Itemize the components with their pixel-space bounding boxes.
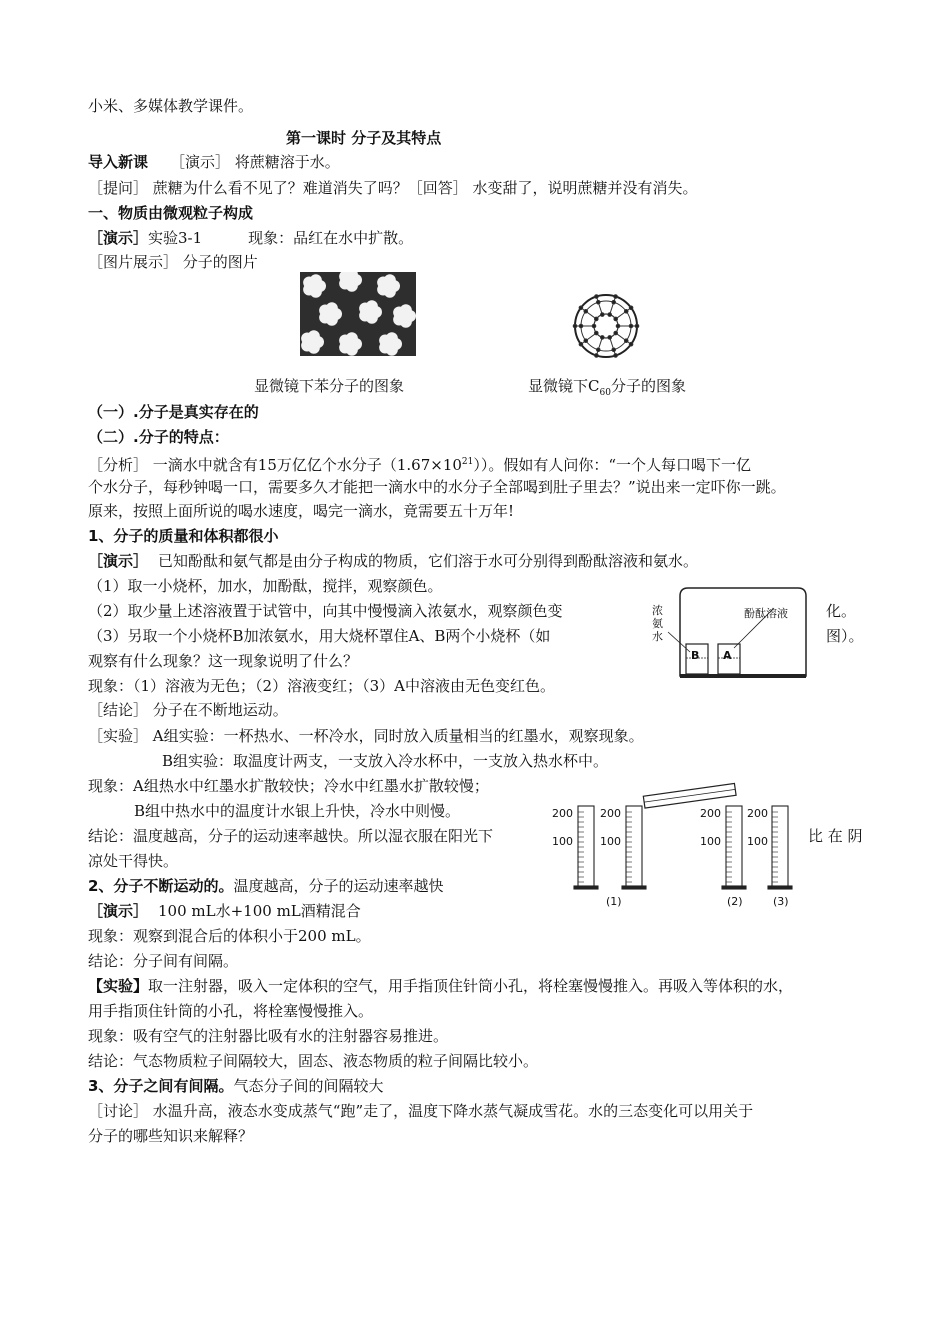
intro-materials: 小米、多媒体教学课件。: [88, 97, 254, 115]
mark-100-d: 100: [747, 835, 768, 848]
mark-200-b: 200: [600, 807, 621, 820]
experiment-a: ［实验］ A组实验：一杯热水、一杯冷水，同时放入质量相当的红墨水，观察现象。: [88, 727, 644, 745]
experiment-label: 【实验】: [88, 977, 149, 995]
point-3-line: [88, 1076, 383, 1096]
caption-c60-a: 显微镜下C: [528, 377, 600, 395]
page-title: 第一课时 分子及其特点: [286, 129, 442, 147]
cylinder-label-1: (1): [606, 895, 622, 908]
demo2-text: 已知酚酞和氨气都是由分子构成的物质，它们溶于水可分别得到酚酞溶液和氨水。: [158, 552, 699, 570]
demo2-line: [88, 551, 698, 571]
demo-label: ［演示］: [88, 229, 149, 247]
phenomenon-2: 现象：（1）溶液为无色；（2）溶液变红；（3）A中溶液由无色变红色。: [88, 677, 555, 695]
subheading-2: （二）.分子的特点：: [88, 428, 229, 446]
demo2-label: ［演示］: [88, 552, 149, 570]
mark-100-c: 100: [700, 835, 721, 848]
step-1: （1）取一小烧杯，加水，加酚酞，搅拌，观察颜色。: [88, 577, 443, 595]
step-3: （3）另取一个小烧杯B加浓氨水，用大烧杯罩住A、B两个小烧杯（如: [88, 627, 551, 645]
point-2-line: [88, 876, 443, 896]
beaker-figure: [648, 586, 822, 682]
step-2: （2）取少量上述溶液置于试管中，向其中慢慢滴入浓氨水，观察颜色变: [88, 602, 563, 620]
mark-200-a: 200: [552, 807, 573, 820]
label-ammonia: 浓 氨 水: [652, 604, 663, 643]
analysis-line-1: [88, 452, 751, 475]
caption-c60-sub: 60: [599, 388, 611, 398]
demo3-text: 100 mL水+100 mL酒精混合: [158, 902, 361, 920]
c60-molecule-image: [570, 290, 642, 362]
subheading-1: （一）.分子是真实存在的: [88, 403, 259, 421]
question-line: ［提问］ 蔗糖为什么看不见了？难道消失了吗？［回答］ 水变甜了，说明蔗糖并没有消失。: [88, 179, 698, 197]
conclusion-4: 结论：气态物质粒子间隔较大，固态、液态物质的粒子间隔比较小。: [88, 1052, 539, 1070]
caption-c60: [528, 376, 686, 403]
demo3-label: ［演示］: [88, 902, 149, 920]
demo3-line: [88, 901, 361, 921]
cylinder-label-3: (3): [773, 895, 789, 908]
discussion-line-2: 分子的哪些知识来解释？: [88, 1127, 254, 1145]
observe-question: 观察有什么现象？这一现象说明了什么？: [88, 652, 359, 670]
section-heading-1: 一、物质由微观粒子构成: [88, 204, 254, 222]
intro-line: [88, 152, 340, 172]
conclusion-3: 结论：分子间有间隔。: [88, 952, 239, 970]
picture-display-line: ［图片展示］ 分子的图片: [88, 253, 258, 271]
experiment-b: B组实验：取温度计两支，一支放入冷水杯中，一支放入热水杯中。: [162, 752, 609, 770]
label-phenolphthalein: 酚酞溶液: [744, 607, 788, 620]
point-3-heading: 3、分子之间有间隔。: [88, 1077, 234, 1095]
step-2-end: 化。: [826, 602, 857, 620]
demo-text: ［演示］ 将蔗糖溶于水。: [170, 153, 340, 171]
conclusion-2-end: 比 在 阴: [808, 827, 863, 845]
point-2-heading: 2、分子不断运动的。: [88, 877, 234, 895]
mark-100-a: 100: [552, 835, 573, 848]
experiment-number: 实验3-1: [148, 229, 203, 247]
mark-100-b: 100: [600, 835, 621, 848]
conclusion-2: 结论：温度越高，分子的运动速率越快。所以湿衣服在阳光下: [88, 827, 494, 845]
analysis-line-3: 原来，按照上面所说的喝水速度，喝完一滴水，竟需要五十万年!: [88, 502, 515, 520]
analysis-line-2: 个水分子，每秒钟喝一口，需要多久才能把一滴水中的水分子全部喝到肚子里去？”说出来一定吓你一跳。: [88, 478, 786, 496]
mark-200-d: 200: [747, 807, 768, 820]
mark-200-c: 200: [700, 807, 721, 820]
phenomenon-3b: B组中热水中的温度计水银上升快，冷水中则慢。: [134, 802, 461, 820]
caption-benzene: 显微镜下苯分子的图象: [254, 377, 405, 395]
experiment-syringe-text: 取一注射器，吸入一定体积的空气，用手指顶住针筒小孔，将栓塞慢慢推入。再吸入等体积的水，: [148, 977, 794, 995]
phenomenon-5: 现象：吸有空气的注射器比吸有水的注射器容易推进。: [88, 1027, 449, 1045]
section-label-intro: 导入新课: [88, 153, 149, 171]
demo-line: [88, 228, 413, 248]
analysis-a: ［分析］ 一滴水中就含有15万亿亿个水分子（1.67×10: [88, 456, 462, 474]
label-beaker-b: B: [691, 649, 700, 662]
conclusion-1: ［结论］ 分子在不断地运动。: [88, 701, 288, 719]
conclusion-2b: 凉处干得快。: [88, 852, 179, 870]
experiment-syringe-2: 用手指顶住针筒的小孔，将栓塞慢慢推入。: [88, 1002, 374, 1020]
experiment-syringe: [88, 976, 793, 996]
step-3-end: 图）。: [826, 627, 864, 645]
analysis-sup: 21: [461, 457, 474, 467]
discussion-line-1: ［讨论］ 水温升高，液态水变成蒸气“跑”走了，温度下降水蒸气凝成雪花。水的三态变化可以用关于: [88, 1102, 754, 1120]
label-beaker-a: A: [723, 649, 732, 662]
analysis-b: ））。假如有人问你：“一个人每口喝下一亿: [473, 456, 752, 474]
point-3-text: 气态分子间的间隔较大: [233, 1077, 384, 1095]
benzene-microscope-image: [300, 272, 416, 356]
point-1-heading: 1、分子的质量和体积都很小: [88, 527, 279, 545]
phenomenon-text: 现象：品红在水中扩散。: [248, 229, 414, 247]
caption-c60-b: 分子的图象: [610, 377, 686, 395]
cylinder-label-2: (2): [727, 895, 743, 908]
phenomenon-4: 现象：观察到混合后的体积小于200 mL。: [88, 927, 371, 945]
point-2-text: 温度越高，分子的运动速率越快: [233, 877, 444, 895]
phenomenon-3: 现象：A组热水中红墨水扩散较快；冷水中红墨水扩散较慢；: [88, 777, 489, 795]
